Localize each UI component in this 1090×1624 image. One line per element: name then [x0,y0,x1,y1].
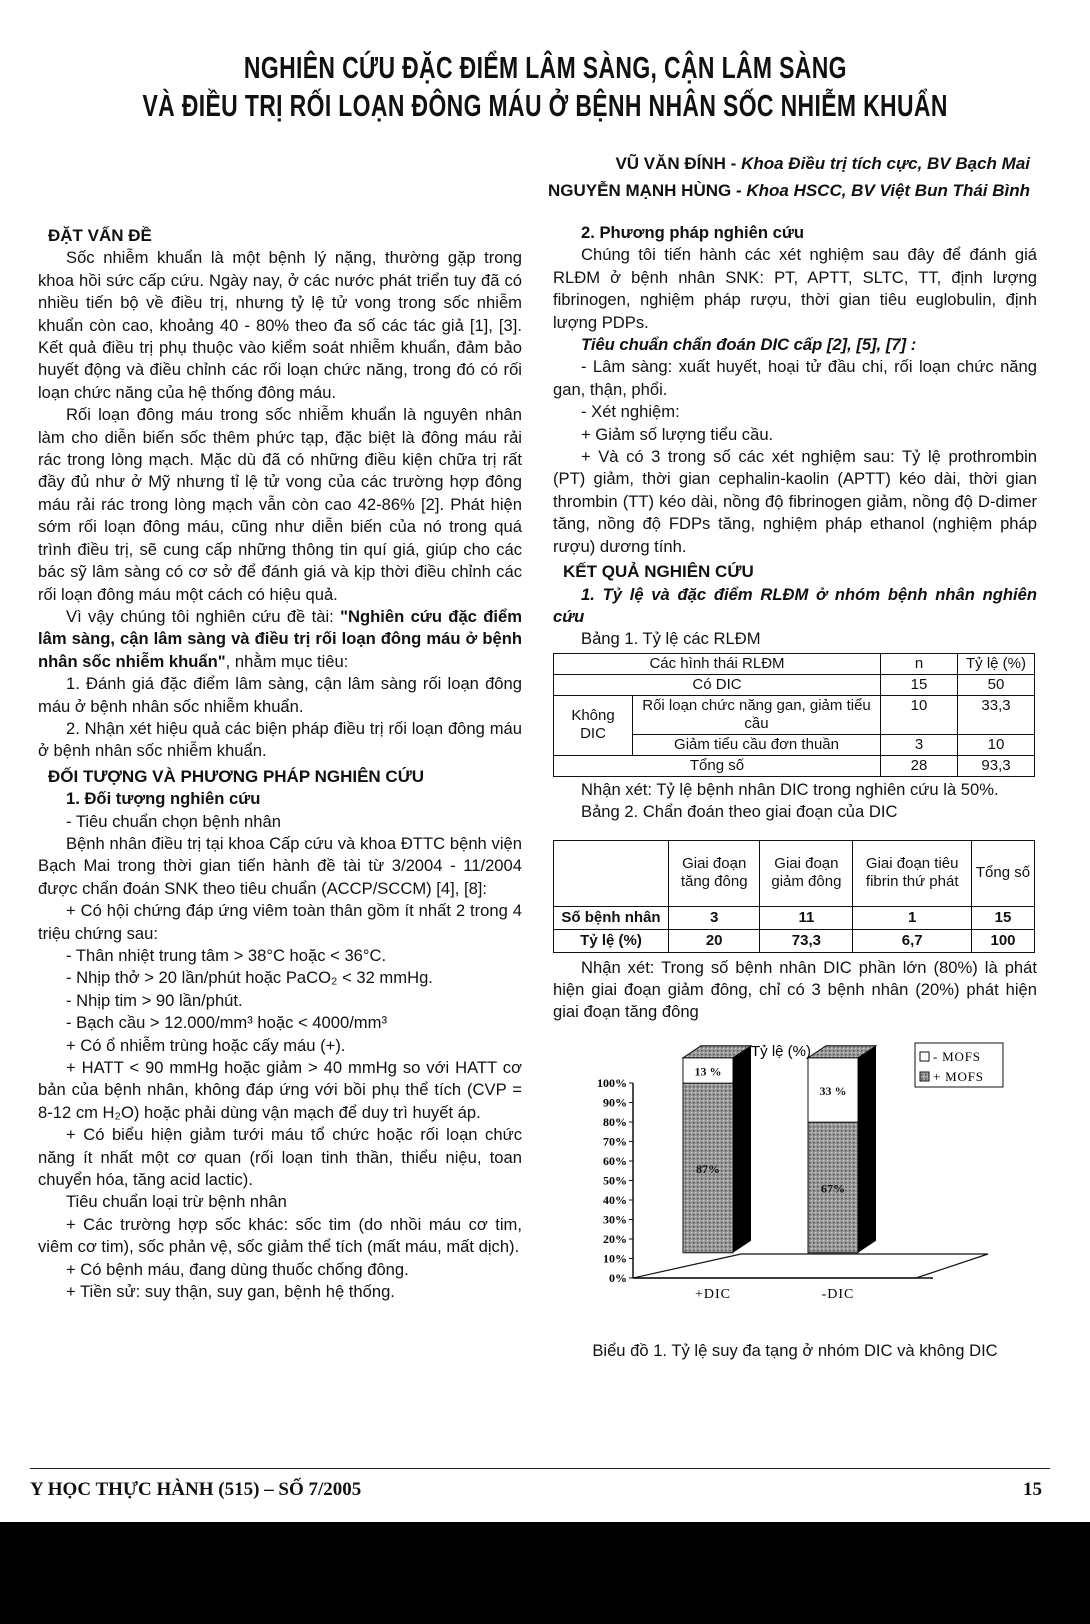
paragraph: Bảng 1. Tỷ lệ các RLĐM [581,629,761,649]
paragraph: - Thân nhiệt trung tâm > 38°C hoặc < 36°C. [66,946,387,965]
authors [548,150,1030,204]
paragraph: - Lâm sàng: xuất huyết, hoại tử đầu chi, rối loạn chức năng gan, thận, phổi. [553,357,1037,399]
table2-header: Giai đoạn giảm đông [760,840,853,906]
chart-floor [633,1254,988,1278]
section-heading: KẾT QUẢ NGHIÊN CỨU [563,562,754,582]
author-2: NGUYỄN MẠNH HÙNG - Khoa HSCC, BV Việt Bun Thái Bình [548,181,1030,200]
table2-cell: 100 [972,929,1035,952]
y-tick-label: 30% [603,1212,627,1227]
y-tick-label: 80% [603,1114,627,1129]
table-2 [553,840,1035,953]
paragraph: 1. Đánh giá đặc điểm lâm sàng, cận lâm sàng rối loạn đông máu ở bệnh nhân sốc nhiễm khuẩn. [38,674,522,716]
paragraph: + Có ổ nhiễm trùng hoặc cấy máu (+). [66,1035,346,1055]
section-heading: ĐỐI TƯỢNG VÀ PHƯƠNG PHÁP NGHIÊN CỨU [48,766,425,786]
table1-cell: 28 [881,755,958,776]
table2-cell: 15 [972,906,1035,929]
y-tick-label: 100% [597,1075,627,1090]
paragraph: Bệnh nhân điều trị tại khoa Cấp cứu và khoa ĐTTC bệnh viện Bạch Mai trong thời gian tiến hành đề tài từ 3/2004 - 11/2004 được chẩn đoán SNK theo tiêu chuẩn (ACCP/SCCM) [4], [8]: [38,833,522,898]
table2-title: Bảng 2. Chẩn đoán theo giai đoạn của DIC [581,802,898,822]
paragraph: Sốc nhiễm khuẩn là một bệnh lý nặng, thường gặp trong khoa hồi sức cấp cứu. Ngày nay, ở các nước phát triển tuy đã có nhiều tiến bộ về điều trị, nhưng tỷ lệ tử vong trong sốc nhiễm khuẩn còn cao, khoảng 40 - 80% theo đa số các tác giả [1], [3]. Kết quả điều trị phụ thuộc vào kiểm soát nhiễm khuẩn, đảm bảo huyết động và điều chỉnh các rối loạn chức năng, trong đó có rối loạn chức năng của hệ thống đông máu. [38,248,522,402]
y-tick-label: 70% [603,1134,627,1149]
paragraph: + Có hội chứng đáp ứng viêm toàn thân gồm ít nhất 2 trong 4 triệu chứng sau: [38,901,522,943]
table-1 [553,653,1035,777]
table1-cell: Rối loạn chức năng gan, giảm tiểu cầu [633,695,881,734]
table1-cell: 33,3 [958,695,1035,734]
table1-header: n [881,653,958,674]
y-tick-label: 60% [603,1153,627,1168]
paragraph: - Xét nghiệm: [581,402,680,422]
table1-cell: 15 [881,674,958,695]
paragraph: - Nhịp thở > 20 lần/phút hoặc PaCO₂ < 32 mmHg. [66,968,433,988]
page-number: 15 [1023,1479,1042,1500]
paragraph [38,606,522,673]
journal-name: Y HỌC THỰC HÀNH (515) – SỐ 7/2005 [30,1479,362,1500]
table1-cell: Giảm tiểu cầu đơn thuần [633,734,881,755]
paragraph: Chúng tôi tiến hành các xét nghiệm sau đây để đánh giá RLĐM ở bệnh nhân SNK: PT, APTT, SLTC, TT, định lượng fibrinogen, nghiệm pháp rượu, thời gian tiêu euglobulin, định lượng PDPs. [553,245,1037,332]
article-title-line-2: VÀ ĐIỀU TRỊ RỐI LOẠN ĐÔNG MÁU Ở BỆNH NHÂN SỐC NHIỄM KHUẨN [142,88,948,123]
legend-label: + MOFS [933,1068,984,1084]
scan-border [0,1522,1090,1624]
table1-cell: Tổng số [554,755,881,776]
table2-note: Nhận xét: Trong số bệnh nhân DIC phần lớn (80%) là phát hiện giai đoạn giảm đông, chỉ có 3 bệnh nhân (20%) phát hiện giai đoạn tăng đông [553,957,1037,1022]
table2-cell: 11 [760,906,853,929]
x-tick-label: -DIC [821,1286,855,1302]
data-label: 13 % [694,1064,722,1079]
paragraph: - Nhịp tim > 90 lần/phút. [66,990,243,1010]
table1-cell: Có DIC [554,674,881,695]
table2-cell: 20 [669,929,760,952]
paragraph: - Tiêu chuẩn chọn bệnh nhân [66,811,281,831]
subsection-heading: 1. Đối tượng nghiên cứu [66,789,261,809]
table2-header: Giai đoạn tăng đông [669,840,760,906]
paragraph: + Có bệnh máu, đang dùng thuốc chống đông. [66,1259,409,1279]
y-tick-label: 0% [609,1270,627,1285]
table1-cell: 10 [958,734,1035,755]
left-column [38,222,522,1304]
legend-label: - MOFS [933,1048,981,1064]
y-tick-label: 90% [603,1095,627,1110]
table2-cell: 1 [853,906,972,929]
page-footer [30,1468,1050,1501]
paragraph-text: Vì vậy chúng tôi nghiên cứu đề tài: [66,606,341,626]
table1-cell: 3 [881,734,958,755]
stacked-bar-chart [553,1038,1037,1318]
x-tick-label: +DIC [694,1286,732,1302]
table2-cell: 73,3 [760,929,853,952]
table2-header: Tổng số [972,840,1035,906]
table2-header [554,840,669,906]
article-title-line-1: NGHIÊN CỨU ĐẶC ĐIỂM LÂM SÀNG, CẬN LÂM SÀNG [243,50,847,85]
table2-cell: 6,7 [853,929,972,952]
data-label: 33 % [819,1083,847,1098]
subsection-heading: 2. Phương pháp nghiên cứu [581,223,804,242]
subsection-heading: Tiêu chuẩn chẩn đoán DIC cấp [2], [5], [7] : [581,335,917,355]
legend-swatch [920,1072,929,1081]
y-tick-label: 10% [603,1251,627,1266]
legend-swatch [920,1052,929,1061]
chart-title: Tỷ lệ (%) [751,1042,811,1060]
paragraph: + Tiền sử: suy thận, suy gan, bệnh hệ thống. [66,1282,395,1302]
paragraph: + Có biểu hiện giảm tưới máu tổ chức hoặc rối loạn chức năng ít nhất một cơ quan (rối loạn tinh thần, thiểu niệu, toan chuyển hóa, tăng acid lactic). [38,1125,522,1190]
paragraph: Tiêu chuẩn loại trừ bệnh nhân [66,1192,287,1212]
table2-header: Giai đoạn tiêu fibrin thứ phát [853,840,972,906]
table1-header: Tỷ lệ (%) [958,653,1035,674]
paragraph: + HATT < 90 mmHg hoặc giảm > 40 mmHg so với HATT cơ bản của bệnh nhân, không đáp ứng với bồi phụ thể tích (CVP = 8-12 cm H₂O) hoặc phải dùng vận mạch để duy trì huyết áp. [38,1058,522,1122]
chart-1 [553,1038,1037,1338]
bar-side [858,1046,876,1253]
y-tick-label: 20% [603,1231,627,1246]
table1-cell: 50 [958,674,1035,695]
section-heading: ĐẶT VẤN ĐỀ [48,226,152,245]
right-column [553,222,1037,1362]
paragraph: + Và có 3 trong số các xét nghiệm sau: Tỷ lệ prothrombin (PT) giảm, thời gian cephalin-kaolin (APTT) kéo dài, thời gian thrombin (TT) kéo dài, nồng độ fibrinogen giảm, nồng độ D-dimer tăng, nồng độ FDPs tăng, nghiệm pháp ethanol (nghiệm pháp rượu) dương tính. [553,447,1037,556]
table1-group-label: Không DIC [554,695,633,755]
table2-row-label: Số bệnh nhân [554,906,669,929]
table1-header: Các hình thái RLĐM [554,653,881,674]
y-tick-label: 50% [603,1173,627,1188]
bar-side [733,1046,751,1253]
table1-cell: 10 [881,695,958,734]
data-label: 87% [696,1161,720,1176]
table1-cell: 93,3 [958,755,1035,776]
paragraph-text: , nhằm mục tiêu: [225,651,349,671]
author-1: VŨ VĂN ĐÍNH - Khoa Điều trị tích cực, BV Bạch Mai [615,154,1030,173]
table2-cell: 3 [669,906,760,929]
table1-note: Nhận xét: Tỷ lệ bệnh nhân DIC trong nghiên cứu là 50%. [581,779,999,799]
table2-row-label: Tỷ lệ (%) [554,929,669,952]
subsection-heading: 1. Tỷ lệ và đặc điểm RLĐM ở nhóm bệnh nhân nghiên cứu [553,584,1037,626]
data-label: 67% [821,1181,845,1196]
study-title: "Nghiên cứu đặc điểm lâm sàng, cận lâm sàng và điều trị rối loạn đông máu ở bệnh nhân sốc nhiễm khuẩn" [38,606,522,671]
paragraph: + Các trường hợp sốc khác: sốc tim (do nhồi máu cơ tim, viêm cơ tim), sốc phản vệ, sốc giảm thể tích (mất máu, mất dịch). [38,1214,522,1257]
paragraph: Rối loạn đông máu trong sốc nhiễm khuẩn là nguyên nhân làm cho diễn biến sốc thêm phức tạp, đặc biệt là đông máu rải rác trong lòng mạch. Mặc dù đã có những điều kiện chữa trị rất đầy đủ như ở Mỹ nhưng tỉ lệ tử vong của các trường hợp đông máu rải rác trong lòng mạch vẫn còn cao 42-86% [2]. Phát hiện sớm rối loạn đông máu, cũng như diễn biến của nó trong quá trình điều trị, sẽ cung cấp những thông tin quí giá, giúp cho các bác sỹ lâm sàng có cơ sở để đánh giá và kịp thời điều chỉnh các rối loạn đông máu một cách có hiệu quả. [38,405,522,604]
chart-caption: Biểu đồ 1. Tỷ lệ suy đa tạng ở nhóm DIC và không DIC [592,1340,998,1360]
paragraph: + Giảm số lượng tiểu cầu. [581,424,774,444]
paragraph: 2. Nhận xét hiệu quả các biện pháp điều trị rối loạn đông máu ở bệnh nhân sốc nhiễm khuẩn. [38,718,522,761]
y-tick-label: 40% [603,1192,627,1207]
paragraph: - Bạch cầu > 12.000/mm³ hoặc < 4000/mm³ [66,1013,387,1033]
